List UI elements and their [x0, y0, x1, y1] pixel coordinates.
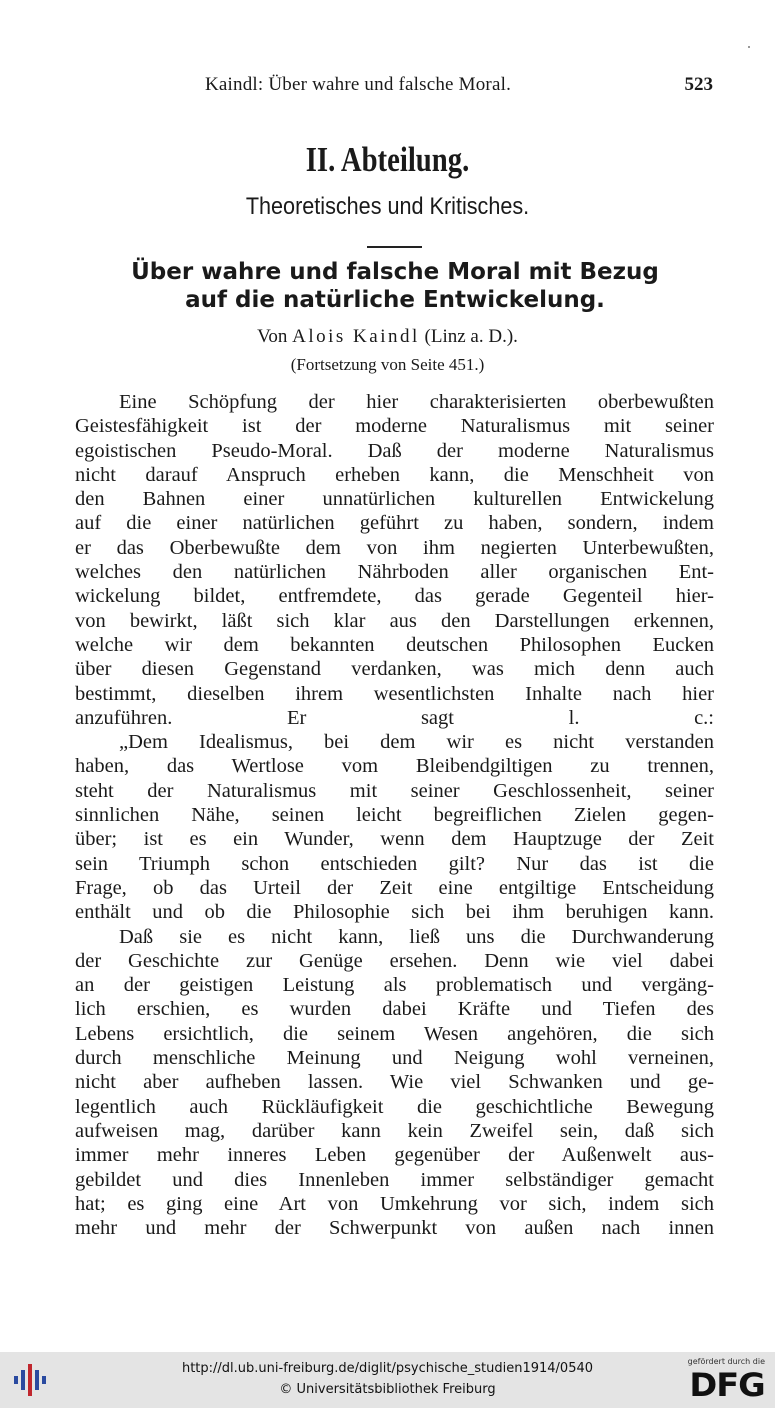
text-line: den Bahnen einer unnatürlichen kulturellen Entwickelung — [75, 488, 714, 511]
article-title-line: Über wahre und falsche Moral mit Bezug — [131, 259, 659, 285]
text-line: nicht aber aufheben lassen. Wie viel Schwanken und ge- — [75, 1071, 714, 1094]
text-line: Lebens ersichtlich, die seinem Wesen angehören, die sich — [75, 1022, 714, 1045]
section-subtitle: Theoretisches und Kritisches. — [245, 193, 530, 220]
text-line: er das Oberbewußte dem von ihm negierten Unterbewußten, — [75, 536, 714, 559]
source-url-link[interactable]: http://dl.ub.uni-freiburg.de/diglit/psychische_studien1914/0540 — [181, 1361, 594, 1376]
text-line: welches den natürlichen Nährboden aller organischen Ent- — [75, 561, 714, 584]
text-line: anzuführen. Er sagt l. c.: — [75, 706, 714, 729]
paragraph-2 — [75, 730, 714, 924]
funding-note: gefördert durch die — [687, 1357, 765, 1366]
text-line: immer mehr inneres Leben gegenüber der Außenwelt aus- — [75, 1144, 714, 1167]
byline-prefix: Von — [257, 326, 293, 347]
copyright-notice: © Universitätsbibliothek Freiburg — [279, 1382, 496, 1397]
text-line: haben, das Wertlose vom Bleibendgiltigen zu trennen, — [75, 755, 714, 778]
text-line: welche wir dem bekannten deutschen Philosophen Eucken — [75, 633, 714, 656]
text-line: über; ist es ein Wunder, wenn dem Hauptzuge der Zeit — [75, 828, 714, 851]
text-line: der Geschichte zur Genüge ersehen. Denn wie viel dabei — [75, 949, 714, 972]
section-title: II. Abteilung. — [305, 140, 470, 179]
text-line: enthält und ob die Philosophie sich bei ihm beruhigen kann. — [75, 901, 714, 924]
text-line: „Dem Idealismus, bei dem wir es nicht verstanden — [119, 731, 714, 754]
text-line: bestimmt, dieselben ihrem wesentlichsten Inhalte nach hier — [75, 682, 714, 705]
continuation-note: (Fortsetzung von Seite 451.) — [290, 355, 485, 374]
article-title-line: auf die natürliche Entwickelung. — [185, 287, 605, 313]
text-line: aufweisen mag, darüber kann kein Zweifel sein, daß sich — [75, 1119, 714, 1142]
text-line: legentlich auch Rückläufigkeit die geschichtliche Bewegung — [75, 1095, 714, 1118]
paragraph-3 — [75, 925, 714, 1241]
text-line: Daß sie es nicht kann, ließ uns die Durchwanderung — [119, 925, 714, 948]
text-line: von bewirkt, läßt sich klar aus den Darstellungen erkennen, — [75, 609, 714, 632]
text-line: nicht darauf Anspruch erheben kann, die Menschheit von — [75, 463, 714, 486]
text-line: wickelung bildet, entfremdete, das gerade Gegenteil hier- — [75, 585, 714, 608]
text-line: durch menschliche Meinung und Neigung wohl verneinen, — [75, 1047, 714, 1070]
running-header — [0, 74, 775, 104]
author-name: Alois Kaindl — [292, 326, 420, 347]
text-line: über diesen Gegenstand verdanken, was mich denn auch — [75, 658, 714, 681]
text-line: sinnlichen Nähe, seinen leicht begreiflichen Zielen gegen- — [75, 804, 714, 827]
body-text — [75, 390, 714, 1240]
text-line: lich erschien, es wurden dabei Kräfte und Tiefen des — [75, 998, 714, 1021]
text-line: egoistischen Pseudo-Moral. Daß der moderne Naturalismus — [75, 439, 714, 462]
article-title — [40, 258, 750, 314]
title-divider — [367, 246, 422, 248]
byline-suffix: (Linz a. D.). — [419, 326, 518, 347]
text-line: hat; es ging eine Art von Umkehrung vor sich, indem sich — [75, 1192, 714, 1215]
text-line: Eine Schöpfung der hier charakterisierten oberbewußten — [119, 391, 714, 413]
text-line: auf die einer natürlichen geführt zu haben, sondern, indem — [75, 512, 714, 535]
text-line: sein Triumph schon entschieden gilt? Nur das ist die — [75, 852, 714, 875]
text-line: steht der Naturalismus mit seiner Geschlossenheit, seiner — [75, 779, 714, 802]
text-line: an der geistigen Leistung als problematisch und vergäng- — [75, 974, 714, 997]
text-line: Frage, ob das Urteil der Zeit eine entgiltige Entscheidung — [75, 876, 714, 899]
page-number: 523 — [684, 74, 713, 95]
scan-speck — [748, 46, 750, 48]
byline — [0, 326, 775, 348]
viewer-footer — [0, 1352, 775, 1408]
paragraph-1 — [75, 390, 714, 730]
text-line: mehr und mehr der Schwerpunkt von außen nach innen — [75, 1217, 714, 1240]
text-line: Geistesfähigkeit ist der moderne Naturalismus mit seiner — [75, 415, 714, 438]
running-title: Kaindl: Über wahre und falsche Moral. — [205, 74, 512, 95]
dfg-logo-icon[interactable]: DFG — [689, 1366, 765, 1404]
text-line: gebildet und dies Innenleben immer selbständiger gemacht — [75, 1168, 714, 1191]
